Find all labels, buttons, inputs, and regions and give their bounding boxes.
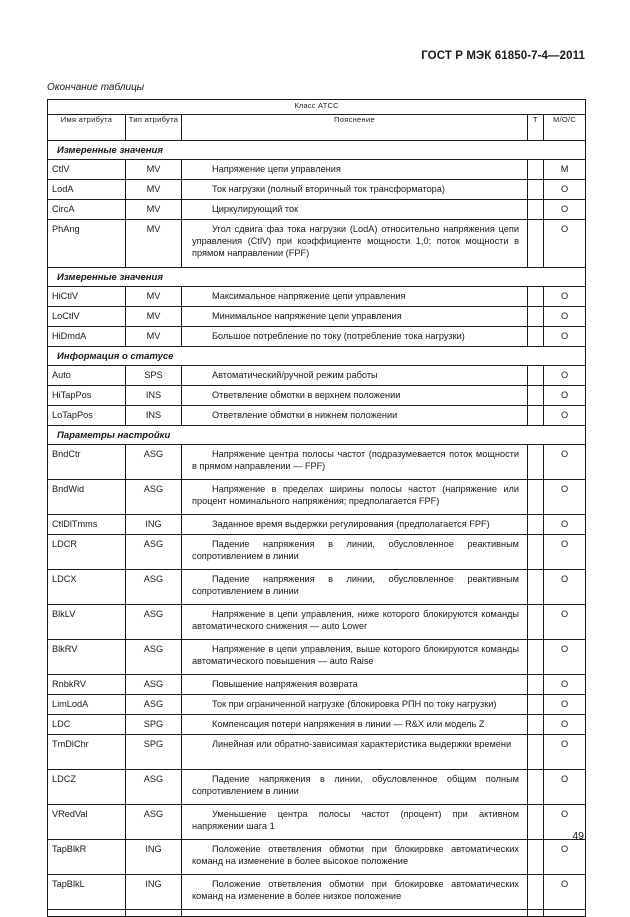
t-cell — [528, 386, 544, 406]
description-text: Положение ответвления обмотки при блокировке автоматических команд на изменение в более высокое положение — [192, 844, 519, 866]
attribute-type-cell: ING — [126, 840, 182, 875]
description-text: Падение напряжения в линии, обусловленное реактивным сопротивлением в линии — [192, 539, 519, 561]
moc-cell: M — [544, 160, 586, 180]
description-cell — [182, 875, 528, 910]
description-cell — [182, 515, 528, 535]
moc-cell: O — [544, 875, 586, 910]
attribute-name-cell: BndCtr — [48, 445, 126, 480]
attribute-name-cell: TapBlkR — [48, 840, 126, 875]
description-cell — [182, 200, 528, 220]
attribute-type-cell: ASG — [126, 605, 182, 640]
description-cell — [182, 220, 528, 268]
description-cell — [182, 695, 528, 715]
attribute-type-cell: INS — [126, 406, 182, 426]
attribute-type-cell: ASG — [126, 640, 182, 675]
table-row — [48, 840, 586, 875]
t-cell — [528, 840, 544, 875]
t-cell — [528, 770, 544, 805]
moc-cell: O — [544, 406, 586, 426]
description-cell — [182, 675, 528, 695]
t-cell — [528, 220, 544, 268]
description-cell — [182, 180, 528, 200]
attribute-type-cell: ASG — [126, 805, 182, 840]
attribute-type-cell: MV — [126, 180, 182, 200]
attribute-type-cell: MV — [126, 220, 182, 268]
attribute-type-cell: ASG — [126, 570, 182, 605]
attribute-name-cell: BndWid — [48, 480, 126, 515]
description-text: Автоматический/ручной режим работы — [212, 370, 378, 380]
t-cell — [528, 160, 544, 180]
attribute-name-cell: Auto — [48, 366, 126, 386]
attribute-type-cell: ING — [126, 875, 182, 910]
moc-cell: O — [544, 366, 586, 386]
moc-cell: O — [544, 200, 586, 220]
t-cell — [528, 875, 544, 910]
t-cell — [528, 605, 544, 640]
t-cell — [528, 675, 544, 695]
table-row — [48, 160, 586, 180]
attribute-type-cell: SPS — [126, 366, 182, 386]
table-row — [48, 307, 586, 327]
attribute-name-cell: LodA — [48, 180, 126, 200]
table-column-header-row — [48, 115, 586, 141]
description-text: Напряжение в цепи управления, выше которого блокируются команды автоматического повышения — auto Raise — [192, 644, 519, 666]
moc-cell: O — [544, 675, 586, 695]
attribute-type-cell: ASG — [126, 675, 182, 695]
table-row — [48, 386, 586, 406]
attribute-type-cell: ASG — [126, 535, 182, 570]
attribute-type-cell: MV — [126, 307, 182, 327]
section-header-row — [48, 268, 586, 287]
description-text: Положение ответвления обмотки при блокировке автоматических команд на изменение в более низкое положение — [192, 879, 519, 901]
section-header-row — [48, 141, 586, 160]
description-text: Минимальное напряжение цепи управления — [212, 311, 402, 321]
description-cell — [182, 445, 528, 480]
moc-cell: O — [544, 307, 586, 327]
table-row — [48, 366, 586, 386]
moc-cell: O — [544, 480, 586, 515]
description-text: Ответвление обмотки в нижнем положении — [212, 410, 398, 420]
moc-cell: O — [544, 287, 586, 307]
description-text: Линейная или обратно-зависимая характеристика выдержки времени — [212, 739, 512, 749]
section-title: Измеренные значения — [48, 268, 586, 287]
moc-cell: O — [544, 605, 586, 640]
section-header-row — [48, 426, 586, 445]
moc-cell: O — [544, 180, 586, 200]
attribute-name-cell: BlkRV — [48, 640, 126, 675]
description-text: Напряжение в цепи управления, ниже которого блокируются команды автоматического снижения — auto Lower — [192, 609, 519, 631]
description-text: Напряжение цепи управления — [212, 164, 341, 174]
moc-cell: O — [544, 715, 586, 735]
attribute-name-cell: BlkLV — [48, 605, 126, 640]
attribute-table — [47, 99, 586, 917]
description-cell — [182, 366, 528, 386]
section-title: Информация о статусе — [48, 347, 586, 366]
empty-cell — [182, 910, 528, 917]
description-text: Большое потребление по току (потребление тока нагрузки) — [212, 331, 465, 341]
column-header-t: T — [528, 115, 544, 141]
attribute-name-cell: LDC — [48, 715, 126, 735]
moc-cell: O — [544, 515, 586, 535]
description-text: Падение напряжения в линии, обусловленное реактивным сопротивлением в линии — [192, 574, 519, 596]
moc-cell: O — [544, 770, 586, 805]
table-row — [48, 875, 586, 910]
attribute-type-cell: ASG — [126, 445, 182, 480]
table-row — [48, 287, 586, 307]
table-row — [48, 515, 586, 535]
column-header-description: Пояснение — [182, 115, 528, 141]
description-cell — [182, 307, 528, 327]
t-cell — [528, 287, 544, 307]
t-cell — [528, 515, 544, 535]
table-row — [48, 605, 586, 640]
moc-cell: O — [544, 445, 586, 480]
description-text: Уменьшение центра полосы частот (процент) при активном напряжении шага 1 — [192, 809, 519, 831]
attribute-name-cell: HiTapPos — [48, 386, 126, 406]
attribute-name-cell: CircA — [48, 200, 126, 220]
t-cell — [528, 406, 544, 426]
attribute-type-cell: MV — [126, 327, 182, 347]
t-cell — [528, 327, 544, 347]
table-row — [48, 735, 586, 770]
attribute-type-cell: INS — [126, 386, 182, 406]
moc-cell: O — [544, 805, 586, 840]
class-header-cell: Класс ATCC — [48, 100, 586, 115]
empty-cell — [126, 910, 182, 917]
page-number: 49 — [572, 830, 584, 842]
attribute-type-cell: SPG — [126, 735, 182, 770]
attribute-type-cell: SPG — [126, 715, 182, 735]
attribute-type-cell: ASG — [126, 480, 182, 515]
description-cell — [182, 605, 528, 640]
description-text: Максимальное напряжение цепи управления — [212, 291, 406, 301]
description-text: Угол сдвига фаз тока нагрузки (LodA) относительно напряжения цепи управления (CtlV) при коэффициенте мощности 1,0; поток мощности в прямом направлении (FPF) — [192, 224, 519, 258]
empty-cell — [48, 910, 126, 917]
attribute-name-cell: PhAng — [48, 220, 126, 268]
description-text: Напряжение центра полосы частот (подразумевается поток мощности в прямом направлении — FPF) — [192, 449, 519, 471]
table-row — [48, 570, 586, 605]
attribute-name-cell: CtlDlTmms — [48, 515, 126, 535]
description-text: Повышение напряжения возврата — [212, 679, 358, 689]
document-standard-header: ГОСТ Р МЭК 61850-7-4—2011 — [421, 50, 585, 62]
description-text: Заданное время выдержки регулирования (предполагается FPF) — [212, 519, 490, 529]
description-cell — [182, 805, 528, 840]
t-cell — [528, 640, 544, 675]
attribute-name-cell: LDCZ — [48, 770, 126, 805]
attribute-name-cell: CtlV — [48, 160, 126, 180]
attribute-type-cell: ING — [126, 515, 182, 535]
attribute-name-cell: LoCtlV — [48, 307, 126, 327]
column-header-moc: M/O/C — [544, 115, 586, 141]
t-cell — [528, 307, 544, 327]
attribute-type-cell: ASG — [126, 770, 182, 805]
moc-cell: O — [544, 640, 586, 675]
description-text: Падение напряжения в линии, обусловленное общим полным сопротивлением в линии — [192, 774, 519, 796]
description-cell — [182, 640, 528, 675]
t-cell — [528, 200, 544, 220]
t-cell — [528, 805, 544, 840]
description-text: Циркулирующий ток — [212, 204, 299, 214]
description-cell — [182, 735, 528, 770]
description-text: Ток нагрузки (полный вторичный ток трансформатора) — [212, 184, 445, 194]
t-cell — [528, 445, 544, 480]
moc-cell: O — [544, 695, 586, 715]
moc-cell: O — [544, 220, 586, 268]
column-header-name: Имя атрибута — [48, 115, 126, 141]
description-text: Компенсация потери напряжения в линии — R&X или модель Z — [212, 719, 485, 729]
description-text: Ток при ограниченной нагрузке (блокировка РПН по току нагрузки) — [212, 699, 497, 709]
table-row — [48, 180, 586, 200]
column-header-type: Тип атрибута — [126, 115, 182, 141]
table-row — [48, 675, 586, 695]
table-continuation-row — [48, 910, 586, 917]
description-cell — [182, 715, 528, 735]
description-cell — [182, 770, 528, 805]
attribute-type-cell: MV — [126, 287, 182, 307]
table-caption: Окончание таблицы — [47, 82, 145, 93]
attribute-name-cell: LDCX — [48, 570, 126, 605]
attribute-type-cell: ASG — [126, 695, 182, 715]
table-row — [48, 695, 586, 715]
description-cell — [182, 327, 528, 347]
description-cell — [182, 840, 528, 875]
description-cell — [182, 386, 528, 406]
description-text: Ответвление обмотки в верхнем положении — [212, 390, 401, 400]
description-cell — [182, 406, 528, 426]
attribute-name-cell: HiCtlV — [48, 287, 126, 307]
empty-cell — [528, 910, 544, 917]
description-cell — [182, 287, 528, 307]
attribute-type-cell: MV — [126, 200, 182, 220]
t-cell — [528, 180, 544, 200]
moc-cell: O — [544, 840, 586, 875]
attribute-type-cell: MV — [126, 160, 182, 180]
attribute-name-cell: TapBlkL — [48, 875, 126, 910]
moc-cell: O — [544, 535, 586, 570]
t-cell — [528, 715, 544, 735]
table-row — [48, 406, 586, 426]
table-row — [48, 535, 586, 570]
t-cell — [528, 570, 544, 605]
table-row — [48, 480, 586, 515]
t-cell — [528, 366, 544, 386]
moc-cell: O — [544, 386, 586, 406]
table-row — [48, 220, 586, 268]
moc-cell: O — [544, 327, 586, 347]
attribute-name-cell: LDCR — [48, 535, 126, 570]
table-class-header-row — [48, 100, 586, 115]
attribute-name-cell: LimLodA — [48, 695, 126, 715]
table-row — [48, 640, 586, 675]
description-cell — [182, 480, 528, 515]
empty-cell — [544, 910, 586, 917]
table-row — [48, 715, 586, 735]
description-text: Напряжение в пределах ширины полосы частот (напряжение или процент номинального напряжения; предполагается FPF) — [192, 484, 519, 506]
attribute-name-cell: VRedVal — [48, 805, 126, 840]
t-cell — [528, 695, 544, 715]
table-row — [48, 327, 586, 347]
t-cell — [528, 735, 544, 770]
section-title: Измеренные значения — [48, 141, 586, 160]
attribute-name-cell: RnbkRV — [48, 675, 126, 695]
t-cell — [528, 480, 544, 515]
description-cell — [182, 570, 528, 605]
table-row — [48, 770, 586, 805]
description-cell — [182, 535, 528, 570]
table-row — [48, 445, 586, 480]
attribute-name-cell: TmDlChr — [48, 735, 126, 770]
attribute-name-cell: HiDmdA — [48, 327, 126, 347]
moc-cell: O — [544, 570, 586, 605]
section-header-row — [48, 347, 586, 366]
section-title: Параметры настройки — [48, 426, 586, 445]
table-row — [48, 200, 586, 220]
moc-cell: O — [544, 735, 586, 770]
attribute-name-cell: LoTapPos — [48, 406, 126, 426]
description-cell — [182, 160, 528, 180]
table-row — [48, 805, 586, 840]
t-cell — [528, 535, 544, 570]
